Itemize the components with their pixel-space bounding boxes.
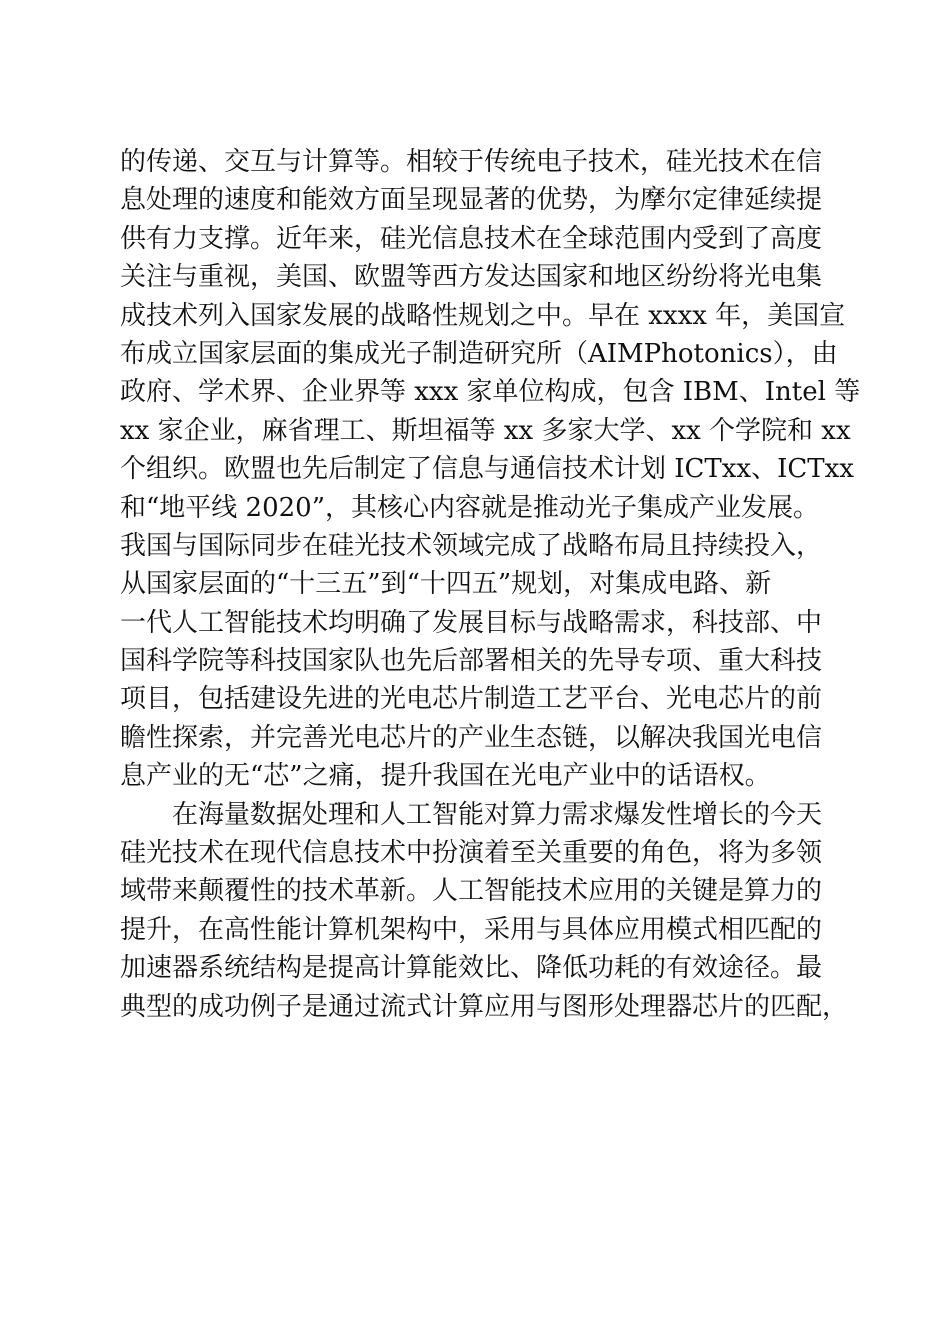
text-line: 在海量数据处理和人工智能对算力需求爆发性增长的今天	[172, 799, 823, 830]
text-line: 项目，包括建设先进的光电芯片制造工艺平台、光电芯片的前	[120, 684, 823, 715]
body-text	[120, 143, 861, 1026]
text-line: xx 家企业，麻省理工、斯坦福等 xx 多家大学、xx 个学院和 xx	[120, 415, 851, 446]
text-line: 加速器系统结构是提高计算能效比、降低功耗的有效途径。最	[120, 953, 823, 984]
text-line: 布成立国家层面的集成光子制造研究所（AIMPhotonics），由	[120, 338, 838, 369]
text-line: 域带来颠覆性的技术革新。人工智能技术应用的关键是算力的	[120, 876, 823, 907]
text-line: 的传递、交互与计算等。相较于传统电子技术，硅光技术在信	[120, 147, 823, 177]
text-line: 和“地平线 2020”，其核心内容就是推动光子集成产业发展。	[120, 492, 820, 523]
text-line: 瞻性探索，并完善光电芯片的产业生态链，以解决我国光电信	[120, 722, 823, 753]
text-line: 提升，在高性能计算机架构中，采用与具体应用模式相匹配的	[120, 914, 823, 945]
text-line: 从国家层面的“十三五”到“十四五”规划，对集成电路、新	[120, 569, 772, 600]
text-line: 我国与国际同步在硅光技术领域完成了战略布局且持续投入，	[120, 530, 823, 561]
text-line: 成技术列入国家发展的战略性规划之中。早在 xxxx 年，美国宣	[120, 300, 846, 331]
text-line: 国科学院等科技国家队也先后部署相关的先导专项、重大科技	[120, 646, 823, 677]
text-line: 典型的成功例子是通过流式计算应用与图形处理器芯片的匹配，	[120, 991, 849, 1022]
paragraph-1	[120, 143, 861, 796]
text-line: 息处理的速度和能效方面呈现显著的优势，为摩尔定律延续提	[120, 185, 823, 216]
text-line: 供有力支撑。近年来，硅光信息技术在全球范围内受到了高度	[120, 223, 823, 254]
text-line: 个组织。欧盟也先后制定了信息与通信技术计划 ICTxx、ICTxx	[120, 454, 854, 485]
text-line: 息产业的无“芯”之痛，提升我国在光电产业中的话语权。	[120, 761, 771, 792]
text-line: 关注与重视，美国、欧盟等西方发达国家和地区纷纷将光电集	[120, 262, 823, 293]
text-line: 一代人工智能技术均明确了发展目标与战略需求，科技部、中	[120, 607, 823, 638]
text-line: 硅光技术在现代信息技术中扮演着至关重要的角色，将为多领	[120, 838, 823, 869]
text-line: 政府、学术界、企业界等 xxx 家单位构成，包含 IBM、Intel 等	[120, 377, 861, 408]
paragraph-2	[120, 796, 849, 1026]
